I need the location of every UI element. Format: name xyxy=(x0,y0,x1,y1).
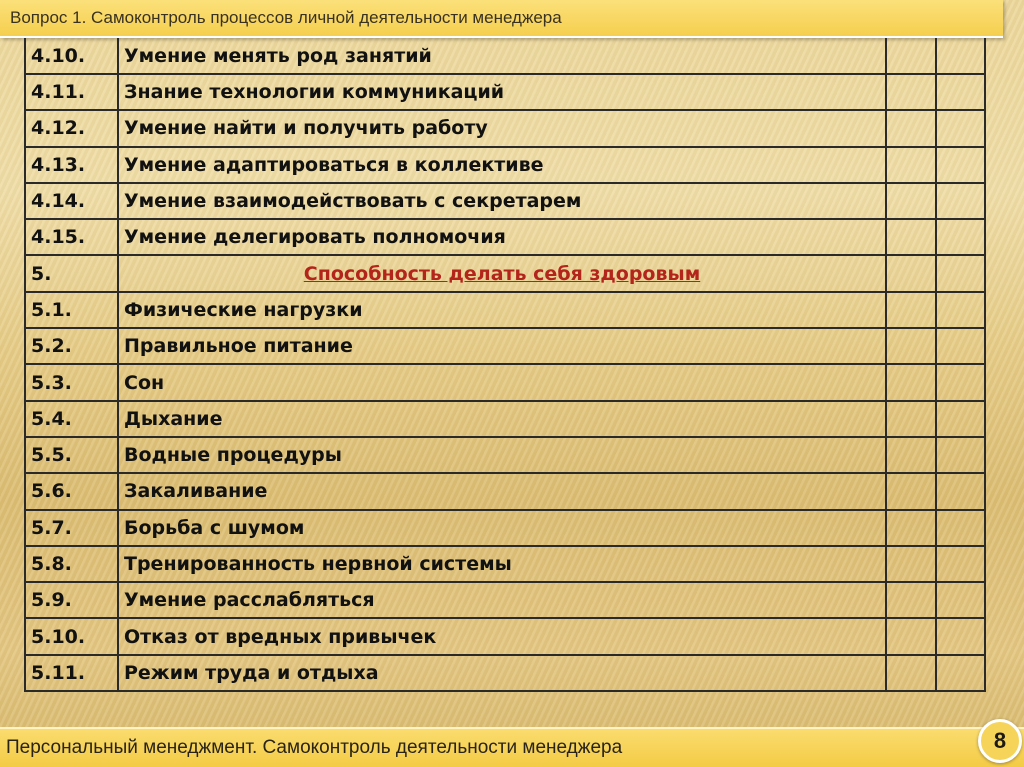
page-title: Вопрос 1. Самоконтроль процессов личной деятельности менеджера xyxy=(10,8,562,27)
row-number-cell: 5.5. xyxy=(25,437,118,473)
row-text-cell: Правильное питание xyxy=(118,328,886,364)
mark-cell-a xyxy=(886,401,936,437)
row-number-cell: 5.4. xyxy=(25,401,118,437)
mark-cell-b xyxy=(936,510,985,546)
mark-cell-b xyxy=(936,255,985,291)
mark-cell-b xyxy=(936,655,985,691)
row-text-cell: Умение менять род занятий xyxy=(118,38,886,74)
mark-cell-b xyxy=(936,618,985,654)
section-title-cell: Способность делать себя здоровым xyxy=(118,255,886,291)
row-number-cell: 4.14. xyxy=(25,183,118,219)
mark-cell-a xyxy=(886,582,936,618)
header-bar xyxy=(0,0,1003,38)
table-row xyxy=(25,364,985,400)
mark-cell-a xyxy=(886,255,936,291)
table-row xyxy=(25,292,985,328)
footer-bar xyxy=(0,727,1024,767)
table-row xyxy=(25,546,985,582)
row-number-cell: 5.2. xyxy=(25,328,118,364)
row-text-cell: Физические нагрузки xyxy=(118,292,886,328)
row-text-cell: Режим труда и отдыха xyxy=(118,655,886,691)
table-row xyxy=(25,473,985,509)
mark-cell-b xyxy=(936,147,985,183)
row-number-cell: 5.6. xyxy=(25,473,118,509)
table-row xyxy=(25,110,985,146)
row-number-cell: 5.10. xyxy=(25,618,118,654)
skills-table-body xyxy=(25,38,985,691)
section-row xyxy=(25,255,985,291)
mark-cell-b xyxy=(936,546,985,582)
row-number-cell: 5.8. xyxy=(25,546,118,582)
row-text-cell: Умение адаптироваться в коллективе xyxy=(118,147,886,183)
table-row xyxy=(25,437,985,473)
row-number-cell: 4.15. xyxy=(25,219,118,255)
row-number-cell: 4.11. xyxy=(25,74,118,110)
mark-cell-b xyxy=(936,582,985,618)
row-text-cell: Умение взаимодействовать с секретарем xyxy=(118,183,886,219)
mark-cell-b xyxy=(936,473,985,509)
table-row xyxy=(25,582,985,618)
row-number-cell: 5. xyxy=(25,255,118,291)
table-row xyxy=(25,655,985,691)
row-text-cell: Тренированность нервной системы xyxy=(118,546,886,582)
mark-cell-a xyxy=(886,328,936,364)
mark-cell-b xyxy=(936,364,985,400)
mark-cell-a xyxy=(886,437,936,473)
row-text-cell: Умение найти и получить работу xyxy=(118,110,886,146)
skills-table xyxy=(24,38,986,692)
mark-cell-b xyxy=(936,401,985,437)
mark-cell-a xyxy=(886,510,936,546)
mark-cell-a xyxy=(886,292,936,328)
row-text-cell: Дыхание xyxy=(118,401,886,437)
row-text-cell: Борьба с шумом xyxy=(118,510,886,546)
table-row xyxy=(25,147,985,183)
row-number-cell: 5.9. xyxy=(25,582,118,618)
mark-cell-b xyxy=(936,219,985,255)
row-text-cell: Знание технологии коммуникаций xyxy=(118,74,886,110)
mark-cell-a xyxy=(886,38,936,74)
mark-cell-b xyxy=(936,183,985,219)
mark-cell-b xyxy=(936,328,985,364)
mark-cell-a xyxy=(886,546,936,582)
row-number-cell: 4.10. xyxy=(25,38,118,74)
table-row xyxy=(25,510,985,546)
mark-cell-b xyxy=(936,110,985,146)
table-row xyxy=(25,618,985,654)
row-text-cell: Умение делегировать полномочия xyxy=(118,219,886,255)
row-text-cell: Умение расслабляться xyxy=(118,582,886,618)
row-number-cell: 5.1. xyxy=(25,292,118,328)
mark-cell-b xyxy=(936,437,985,473)
footer-title: Персональный менеджмент. Самоконтроль деятельности менеджера xyxy=(6,737,623,758)
mark-cell-a xyxy=(886,473,936,509)
table-row xyxy=(25,219,985,255)
table-row xyxy=(25,328,985,364)
page-number-badge: 8 xyxy=(978,719,1022,763)
mark-cell-a xyxy=(886,364,936,400)
mark-cell-b xyxy=(936,292,985,328)
row-text-cell: Закаливание xyxy=(118,473,886,509)
skills-table-container xyxy=(24,38,984,692)
table-row xyxy=(25,74,985,110)
row-text-cell: Водные процедуры xyxy=(118,437,886,473)
row-number-cell: 5.11. xyxy=(25,655,118,691)
mark-cell-a xyxy=(886,219,936,255)
mark-cell-a xyxy=(886,183,936,219)
mark-cell-a xyxy=(886,655,936,691)
mark-cell-a xyxy=(886,618,936,654)
mark-cell-a xyxy=(886,110,936,146)
table-row xyxy=(25,401,985,437)
table-row xyxy=(25,38,985,74)
row-number-cell: 4.13. xyxy=(25,147,118,183)
mark-cell-b xyxy=(936,74,985,110)
row-number-cell: 5.3. xyxy=(25,364,118,400)
mark-cell-a xyxy=(886,147,936,183)
mark-cell-a xyxy=(886,74,936,110)
row-number-cell: 5.7. xyxy=(25,510,118,546)
row-text-cell: Сон xyxy=(118,364,886,400)
row-number-cell: 4.12. xyxy=(25,110,118,146)
table-row xyxy=(25,183,985,219)
mark-cell-b xyxy=(936,38,985,74)
row-text-cell: Отказ от вредных привычек xyxy=(118,618,886,654)
